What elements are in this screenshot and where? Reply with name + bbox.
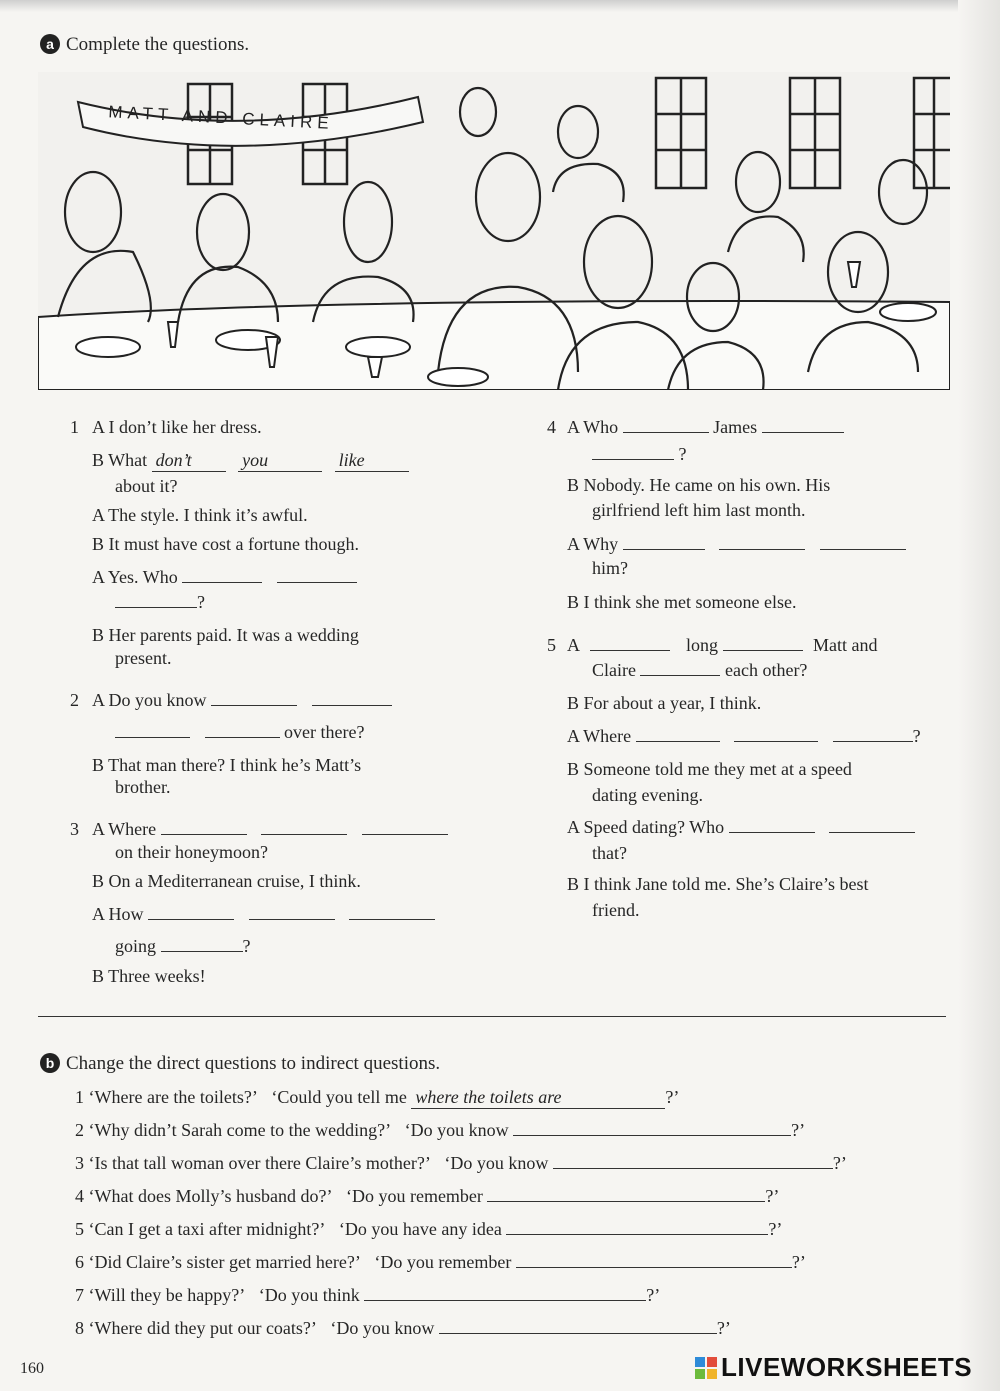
q3-line5-lead: going <box>115 936 157 956</box>
q2-line2-tail: over there? <box>284 722 365 742</box>
b-item-end: ?’ <box>791 1120 806 1140</box>
q5-line6: dating evening. <box>592 785 703 805</box>
q3-blank-2[interactable] <box>261 818 347 835</box>
q2-blank-4[interactable] <box>205 721 280 738</box>
q1-line8: B Her parents paid. It was a wedding <box>92 625 359 645</box>
q5-line2-lead: Claire <box>592 660 636 680</box>
b-item-answer-blank[interactable] <box>439 1317 717 1334</box>
q5-blank-5[interactable] <box>734 725 818 742</box>
b-item-end: ?’ <box>716 1318 731 1338</box>
q1-answer-2[interactable]: you <box>238 449 322 472</box>
b-item-direct: ‘What does Molly’s husband do?’ <box>88 1186 333 1206</box>
q4-line2-qmark: ? <box>678 444 687 464</box>
b-item-direct: ‘Where are the toilets?’ <box>88 1087 258 1107</box>
q5-line8: that? <box>592 843 627 863</box>
q4-number: 4 <box>547 417 556 437</box>
q3-line4 <box>92 903 435 925</box>
q5-blank-7[interactable] <box>729 816 815 833</box>
section-a-header <box>40 34 249 56</box>
q4-line1-mid: James <box>713 417 758 437</box>
brand-text: LIVEWORKSHEETS <box>721 1352 973 1382</box>
q2-blank-3[interactable] <box>115 721 190 738</box>
b-item-number: 6 <box>75 1252 84 1272</box>
q3-line1-lead: A Where <box>92 819 157 839</box>
wedding-party-illustration <box>38 72 950 390</box>
b-item-end: ?’ <box>646 1285 661 1305</box>
q5-line3: B For about a year, I think. <box>567 693 762 713</box>
q1-number: 1 <box>70 417 79 437</box>
q4-line1-lead: A Who <box>567 417 619 437</box>
q5-line10: friend. <box>592 900 640 920</box>
page-right-shadow <box>958 0 1000 1391</box>
q1-blank-1[interactable] <box>182 566 262 583</box>
q3-line1 <box>92 818 448 840</box>
q5-blank-4[interactable] <box>636 725 720 742</box>
b-item-number: 8 <box>75 1318 84 1338</box>
b-item-end: ?’ <box>768 1219 783 1239</box>
q1-line5: B It must have cost a fortune though. <box>92 534 359 554</box>
page-top-edge <box>0 0 1000 12</box>
section-b-header <box>40 1053 440 1075</box>
q3-line5-qmark: ? <box>242 936 251 956</box>
q3-blank-7[interactable] <box>161 935 243 952</box>
q2-number: 2 <box>70 690 79 710</box>
q5-line4-lead: A Where <box>567 726 632 746</box>
q3-number: 3 <box>70 819 79 839</box>
q4-line1 <box>567 416 844 438</box>
b-item-answer-blank[interactable] <box>487 1185 765 1202</box>
q1-line6 <box>92 566 357 588</box>
section-a-badge: a <box>40 34 60 54</box>
q4-line7: B I think she met someone else. <box>567 592 797 612</box>
q2-line3: B That man there? I think he’s Matt’s <box>92 755 362 775</box>
b-item-direct: ‘Where did they put our coats?’ <box>88 1318 317 1338</box>
b-item-lead: ‘Do you know <box>444 1153 549 1173</box>
q3-blank-5[interactable] <box>249 903 335 920</box>
q3-line4-lead: A How <box>92 904 144 924</box>
q5-line2 <box>592 659 807 681</box>
b-item-direct: ‘Is that tall woman over there Claire’s mother?’ <box>88 1153 431 1173</box>
q1-answer-1[interactable]: don’t <box>152 449 226 472</box>
q2-blank-1[interactable] <box>211 689 297 706</box>
b-item-3 <box>75 1152 847 1174</box>
page-number: 160 <box>20 1360 44 1377</box>
q3-line6: B Three weeks! <box>92 966 206 986</box>
b-item-number: 5 <box>75 1219 84 1239</box>
b-item-direct: ‘Will they be happy?’ <box>88 1285 246 1305</box>
q5-line1-mid: long <box>686 635 719 655</box>
q2-line1-lead: A Do you know <box>92 690 207 710</box>
q1-blank-3[interactable] <box>115 591 197 608</box>
q3-line5 <box>115 935 251 957</box>
b-item-1 <box>75 1086 679 1109</box>
q4-blank-5[interactable] <box>719 533 805 550</box>
q2-line4: brother. <box>115 777 171 797</box>
q4-line3: B Nobody. He came on his own. His <box>567 475 831 495</box>
q5-line7-lead: A Speed dating? Who <box>567 817 725 837</box>
b-item-6 <box>75 1251 806 1273</box>
b-item-end: ?’ <box>791 1252 806 1272</box>
q4-blank-2[interactable] <box>762 416 844 433</box>
q1-answer-3[interactable]: like <box>335 449 409 472</box>
q2-line1 <box>92 689 392 711</box>
section-b-instruction: Change the direct questions to indirect questions. <box>66 1053 441 1074</box>
q5-blank-3[interactable] <box>640 659 720 676</box>
q5-number: 5 <box>547 635 556 655</box>
section-divider <box>38 1016 946 1017</box>
b-item-7 <box>75 1284 660 1306</box>
b-item-4 <box>75 1185 779 1207</box>
q5-line4 <box>567 725 921 747</box>
q3-blank-3[interactable] <box>362 818 448 835</box>
b-item-answer-blank[interactable] <box>516 1251 792 1268</box>
b-item-answer-blank[interactable] <box>513 1119 791 1136</box>
b-item-number: 4 <box>75 1186 84 1206</box>
q5-line9: B I think Jane told me. She’s Claire’s best <box>567 874 869 894</box>
q1-line9: present. <box>115 648 172 668</box>
q3-line2: on their honeymoon? <box>115 842 268 862</box>
b-item-direct: ‘Can I get a taxi after midnight?’ <box>88 1219 326 1239</box>
b-item-answer-blank[interactable] <box>553 1152 833 1169</box>
q5-line1-lead: A <box>567 635 580 655</box>
b-item-end: ?’ <box>665 1087 680 1107</box>
b-item-direct: ‘Did Claire’s sister get married here?’ <box>88 1252 361 1272</box>
b-item-2 <box>75 1119 805 1141</box>
section-a-instruction: Complete the questions. <box>66 34 250 55</box>
q4-line5 <box>567 533 906 555</box>
banner-text: MATT AND CLAIRE <box>107 102 335 133</box>
b-item-lead: ‘Do you know <box>404 1120 509 1140</box>
q3-line3: B On a Mediterranean cruise, I think. <box>92 871 361 891</box>
q1-line6-lead: A Yes. Who <box>92 567 178 587</box>
q2-line2 <box>115 721 364 743</box>
q1-line2-lead: B What <box>92 450 148 470</box>
q1-blank-2[interactable] <box>277 566 357 583</box>
q1-line2 <box>92 449 409 472</box>
q4-line4: girlfriend left him last month. <box>592 500 806 520</box>
q4-blank-6[interactable] <box>820 533 906 550</box>
q5-line4-qmark: ? <box>912 726 921 746</box>
q5-line1-tail: Matt and <box>813 635 878 655</box>
q4-line6: him? <box>592 558 628 578</box>
q5-blank-1[interactable] <box>590 634 670 651</box>
q4-blank-3[interactable] <box>592 443 674 460</box>
section-b-badge: b <box>40 1053 60 1073</box>
q1-line4: A The style. I think it’s awful. <box>92 505 308 525</box>
q1-line7 <box>115 591 205 613</box>
b-item-8 <box>75 1317 731 1339</box>
q5-blank-8[interactable] <box>829 816 915 833</box>
b-item-lead: ‘Could you tell me <box>271 1087 407 1107</box>
b-item-number: 1 <box>75 1087 84 1107</box>
q1-line3: about it? <box>115 476 178 496</box>
liveworksheets-logo[interactable] <box>695 1352 972 1383</box>
b-item-number: 7 <box>75 1285 84 1305</box>
q4-line5-lead: A Why <box>567 534 619 554</box>
b-item-end: ?’ <box>765 1186 780 1206</box>
q3-blank-1[interactable] <box>161 818 247 835</box>
q1-line7-qmark: ? <box>197 592 205 612</box>
q5-line7 <box>567 816 915 838</box>
q5-line2-tail: each other? <box>724 660 808 680</box>
b-item-lead: ‘Do you remember <box>345 1186 483 1206</box>
q5-blank-6[interactable] <box>833 725 913 742</box>
q5-blank-2[interactable] <box>723 634 803 651</box>
q2-blank-2[interactable] <box>312 689 392 706</box>
liveworksheets-logo-icon <box>695 1357 717 1379</box>
b-item-direct: ‘Why didn’t Sarah come to the wedding?’ <box>88 1120 392 1140</box>
b-item-number: 3 <box>75 1153 84 1173</box>
b-item-lead: ‘Do you remember <box>374 1252 512 1272</box>
q1-line1: A I don’t like her dress. <box>92 417 262 437</box>
b-item-end: ?’ <box>832 1153 847 1173</box>
q5-line1 <box>567 634 878 656</box>
b-item-answer-blank[interactable] <box>506 1218 768 1235</box>
b-item-answer[interactable]: where the toilets are <box>411 1086 665 1109</box>
q5-line5: B Someone told me they met at a speed <box>567 759 852 779</box>
b-item-lead: ‘Do you know <box>330 1318 435 1338</box>
b-item-number: 2 <box>75 1120 84 1140</box>
q3-blank-6[interactable] <box>349 903 435 920</box>
b-item-lead: ‘Do you have any idea <box>338 1219 502 1239</box>
q4-blank-4[interactable] <box>623 533 705 550</box>
q3-blank-4[interactable] <box>148 903 234 920</box>
q4-line2 <box>592 443 687 465</box>
b-item-answer-blank[interactable] <box>364 1284 646 1301</box>
b-item-lead: ‘Do you think <box>258 1285 360 1305</box>
b-item-5 <box>75 1218 782 1240</box>
q4-blank-1[interactable] <box>623 416 709 433</box>
